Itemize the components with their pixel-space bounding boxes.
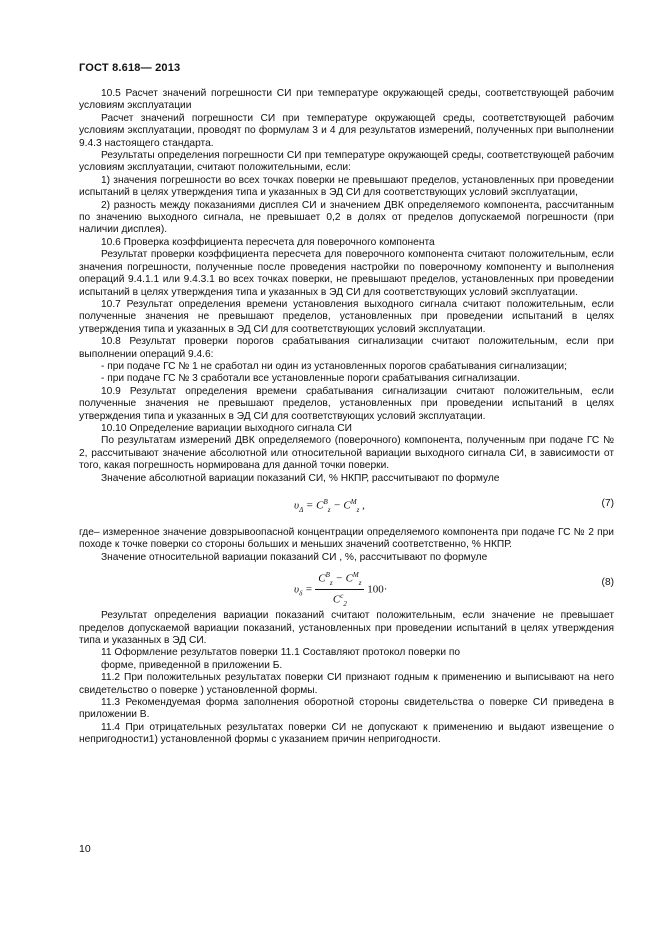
paragraph: - при подаче ГС № 1 не сработал ни один из установленных порогов срабатывания сигнализации; xyxy=(101,360,567,372)
formula-8-fraction: $\frac{C^B_z - C^M_z}{C^c_2}$ xyxy=(315,569,364,611)
paragraph: Результат проверки коэффициента пересчета для поверочного компонента считают положительным, если значения погрешности, полученные после проведения настройки по поверочному компоненту и выполнения операций 9.4.1.1 или 9.4.3.1 во всех точках поверки, не превышают пределов, установленных при проведении испытаний в целях утверждения типа и указанных в ЭД СИ для соответствующих условий эксплуатации. xyxy=(79,249,614,298)
paragraph: 11.3 Рекомендуемая форма заполнения оборотной стороны свидетельства о поверке СИ приведена в приложении В. xyxy=(79,697,614,721)
paragraph: - при подаче ГС № 3 сработали все установленные пороги срабатывания сигнализации. xyxy=(101,373,520,385)
formula-8-number: (8) xyxy=(601,577,614,589)
paragraph: 1) значения погрешности во всех точках поверки не превышают пределов, установленных при проведении испытаний в целях утверждения типа и указанных в ЭД СИ для соответствующих условий эксплуатации, xyxy=(79,174,614,199)
paragraph: 10.8 Результат проверки порогов срабатывания сигнализации считают положительным, если при выполнении операций 9.4.6: xyxy=(79,336,614,360)
page-number: 10 xyxy=(79,843,91,855)
formula-8-expression: $\upsilon_\delta$ = $\frac{C^B_z - C^M_z}{C^c_2}$ 100· xyxy=(294,569,387,611)
paragraph: 10.6 Проверка коэффициента пересчета для поверочного компонента xyxy=(101,236,435,248)
paragraph: где– измеренное значение довзрывоопасной концентрации определяемого компонента при подаче ГС № 2 при походе к точке поверки со стороны больших и меньших значений соответственно, % НКПР. xyxy=(79,527,614,551)
paragraph: форме, приведенной в приложении Б. xyxy=(101,659,283,671)
formula-7-expression: $\upsilon_\Delta = C^B_z - C^M_z$ , xyxy=(294,498,365,514)
formula-7 xyxy=(79,488,614,524)
document-header: ГОСТ 8.618— 2013 xyxy=(79,62,181,74)
paragraph: 10.5 Расчет значений погрешности СИ при температуре окружающей среды, соответствующей рабочим условиям эксплуатации xyxy=(79,88,614,112)
paragraph: 11.2 При положительных результатах поверки СИ признают годным к применению и выписывают на него свидетельство о поверке ) установленной формы. xyxy=(79,672,614,696)
formula-7-number: (7) xyxy=(601,498,614,509)
paragraph: 10.9 Результат определения времени срабатывания сигнализации считают положительным, если полученные значения не превышают пределов, установленных при проведении испытаний в целях утверждения типа и указанных в ЭД СИ для соответствующих условий эксплуатации. xyxy=(79,385,614,422)
paragraph: Значение относительной вариации показаний СИ , %, рассчитывают по формуле xyxy=(101,551,488,563)
paragraph: 11 Оформление результатов поверки 11.1 Составляют протокол поверки по xyxy=(101,647,461,659)
paragraph: Результат определения вариации показаний считают положительным, если значение не превышает пределов допускаемой вариации показаний, установленных при проведении испытаний в целях утверждения типа и указанных в ЭД СИ. xyxy=(79,610,614,647)
section-variation-text xyxy=(79,527,614,564)
paragraph: 10.7 Результат определения времени установления выходного сигнала считают положительным, если полученные значения не превышают пределов, установленных при проведении испытаний в целях утверждения типа и указанных в ЭД СИ для соответствующих условий эксплуатации. xyxy=(79,298,614,335)
section-10-5-to-10-10 xyxy=(79,88,614,485)
paragraph: 10.10 Определение вариации выходного сигнала СИ xyxy=(101,422,352,434)
section-11 xyxy=(79,610,614,746)
paragraph: Значение абсолютной вариации показаний СИ, % НКПР, рассчитывают по формуле xyxy=(101,472,500,484)
paragraph: По результатам измерений ДВК определяемого (поверочного) компонента, полученным при подаче ГС № 2, рассчитывают значение абсолютной или относительной вариации выходного сигнала СИ, в зависимости от того, какая погрешность нормирована для данной точки поверки. xyxy=(79,435,614,472)
page-body xyxy=(79,88,614,747)
paragraph: Расчет значений погрешности СИ при температуре окружающей среды, соответствующей рабочим условиям эксплуатации, проводят по формулам 3 и 4 для результатов измерений, полученных при выполнении 9.4.3 настоящего стандарта. xyxy=(79,112,614,149)
formula-8 xyxy=(79,567,614,607)
paragraph: 11.4 При отрицательных результатах поверки СИ не допускают к применению и выдают извещение о непригодности1) установленной формы с указанием причин непригодности. xyxy=(79,721,614,746)
paragraph: Результаты определения погрешности СИ при температуре окружающей среды, соответствующей рабочим условиям эксплуатации, считают положительными, если: xyxy=(79,150,614,174)
paragraph: 2) разность между показаниями дисплея СИ и значением ДВК определяемого компонента, рассчитанным по значению выходного сигнала, не превышает 0,2 в долях от пределов допускаемой погрешности (при наличии дисплея). xyxy=(79,199,614,236)
